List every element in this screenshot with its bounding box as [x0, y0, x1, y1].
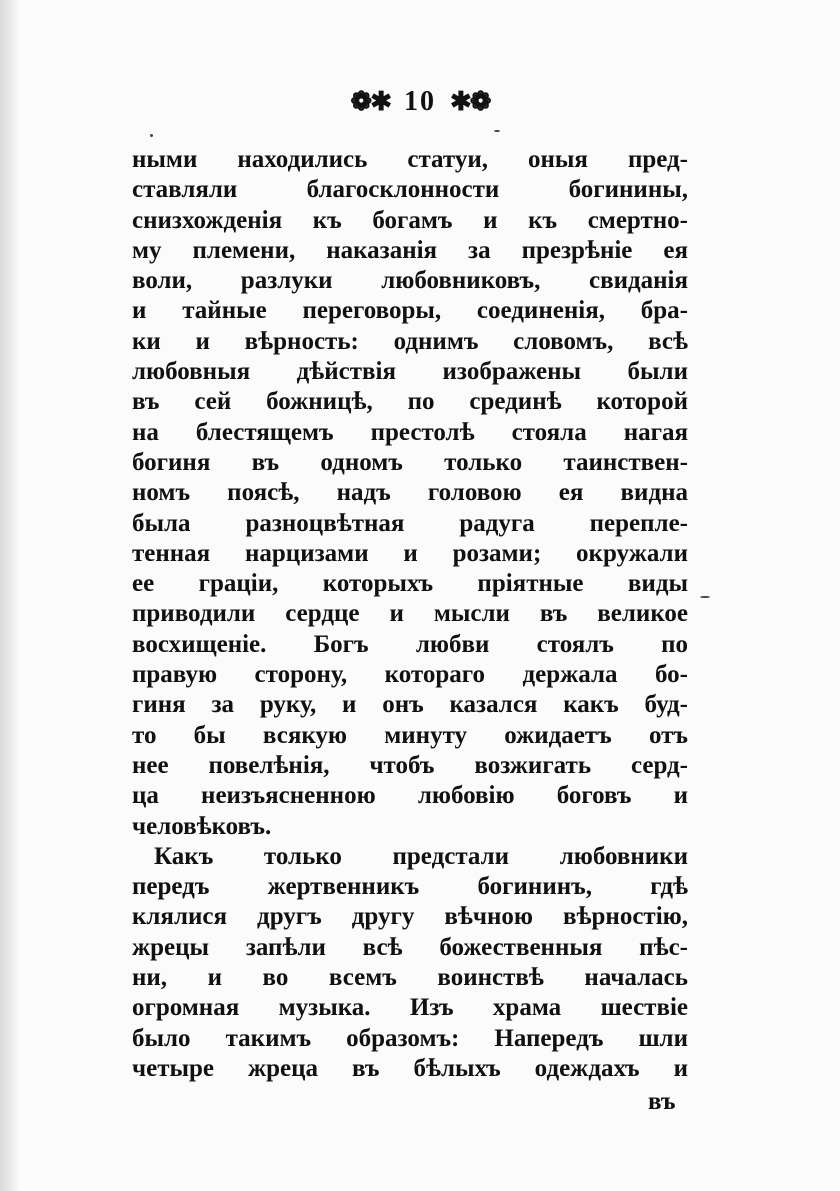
text-line: ставляли благосклонности богинины, — [132, 176, 688, 204]
text-line: было такимъ образомъ: Напередъ шли — [132, 1024, 688, 1052]
text-line: то бы всякую минуту ожидаетъ отъ — [132, 721, 688, 749]
text-line: клялися другъ другу вѣчною вѣрностію, — [132, 903, 688, 931]
text-line: номъ поясѣ, надъ головою ея видна — [132, 479, 688, 507]
text-line: воли, разлуки любовниковъ, свиданія — [132, 267, 688, 295]
text-line: огромная музыка. Изъ храма шествіе — [132, 994, 688, 1022]
text-line: была разноцвѣтная радуга перепле- — [132, 509, 688, 537]
text-line-paragraph-end: человѣковъ. — [132, 812, 272, 840]
text-line: ки и вѣрность: однимъ словомъ, всѣ — [132, 327, 688, 355]
text-line: восхищеніе. Богъ любви стоялъ по — [132, 630, 688, 658]
text-line: му племени, наказанія за презрѣніе ея — [132, 236, 688, 264]
text-line: въ сей божницѣ, по срединѣ которой — [132, 388, 688, 416]
text-line: снизхожденія къ богамъ и къ смертно- — [132, 206, 688, 234]
text-line: на блестящемъ престолѣ стояла нагая — [132, 418, 688, 446]
text-line: приводили сердце и мысли въ великое — [132, 600, 688, 628]
text-line: ни, и во всемъ воинствѣ началась — [132, 964, 688, 992]
text-line: четыре жреца въ бѣлыхъ одеждахъ и — [132, 1054, 688, 1082]
body-text — [132, 145, 688, 1084]
text-line: и тайные переговоры, соединенія, бра- — [132, 297, 688, 325]
text-line: богиня въ одномъ только таинствен- — [132, 448, 688, 476]
text-line: нее повелѣнія, чтобъ возжигать серд- — [132, 751, 688, 779]
page-edge-shadow — [0, 0, 20, 1191]
ink-speck — [494, 130, 500, 132]
text-line: ными находились статуи, оныя пред- — [132, 146, 688, 173]
text-line: тенная нарцизами и розами; окружали — [132, 539, 688, 567]
right-ornament-icon: ✱❁ — [450, 87, 490, 117]
page-number: 10 — [404, 86, 436, 117]
text-line: ца неизъясненною любовію боговъ и — [132, 782, 688, 810]
text-line: гиня за руку, и онъ казался какъ буд- — [132, 691, 688, 719]
ink-speck — [150, 134, 153, 137]
ink-speck — [700, 596, 710, 598]
left-ornament-icon: ❁✱ — [350, 87, 390, 117]
catchword: въ — [648, 1088, 676, 1115]
text-line: передъ жертвенникъ богининъ, гдѣ — [132, 873, 688, 901]
page-header — [0, 82, 840, 122]
text-line: любовныя дѣйствія изображены были — [132, 358, 688, 386]
text-line-paragraph-start: Какъ только предстали любовники — [154, 842, 688, 870]
text-line: ее граціи, которыхъ пріятные виды — [132, 570, 688, 598]
text-line: жрецы запѣли всѣ божественныя пѣс- — [132, 933, 688, 961]
text-line: правую сторону, котораго держала бо- — [132, 661, 688, 689]
